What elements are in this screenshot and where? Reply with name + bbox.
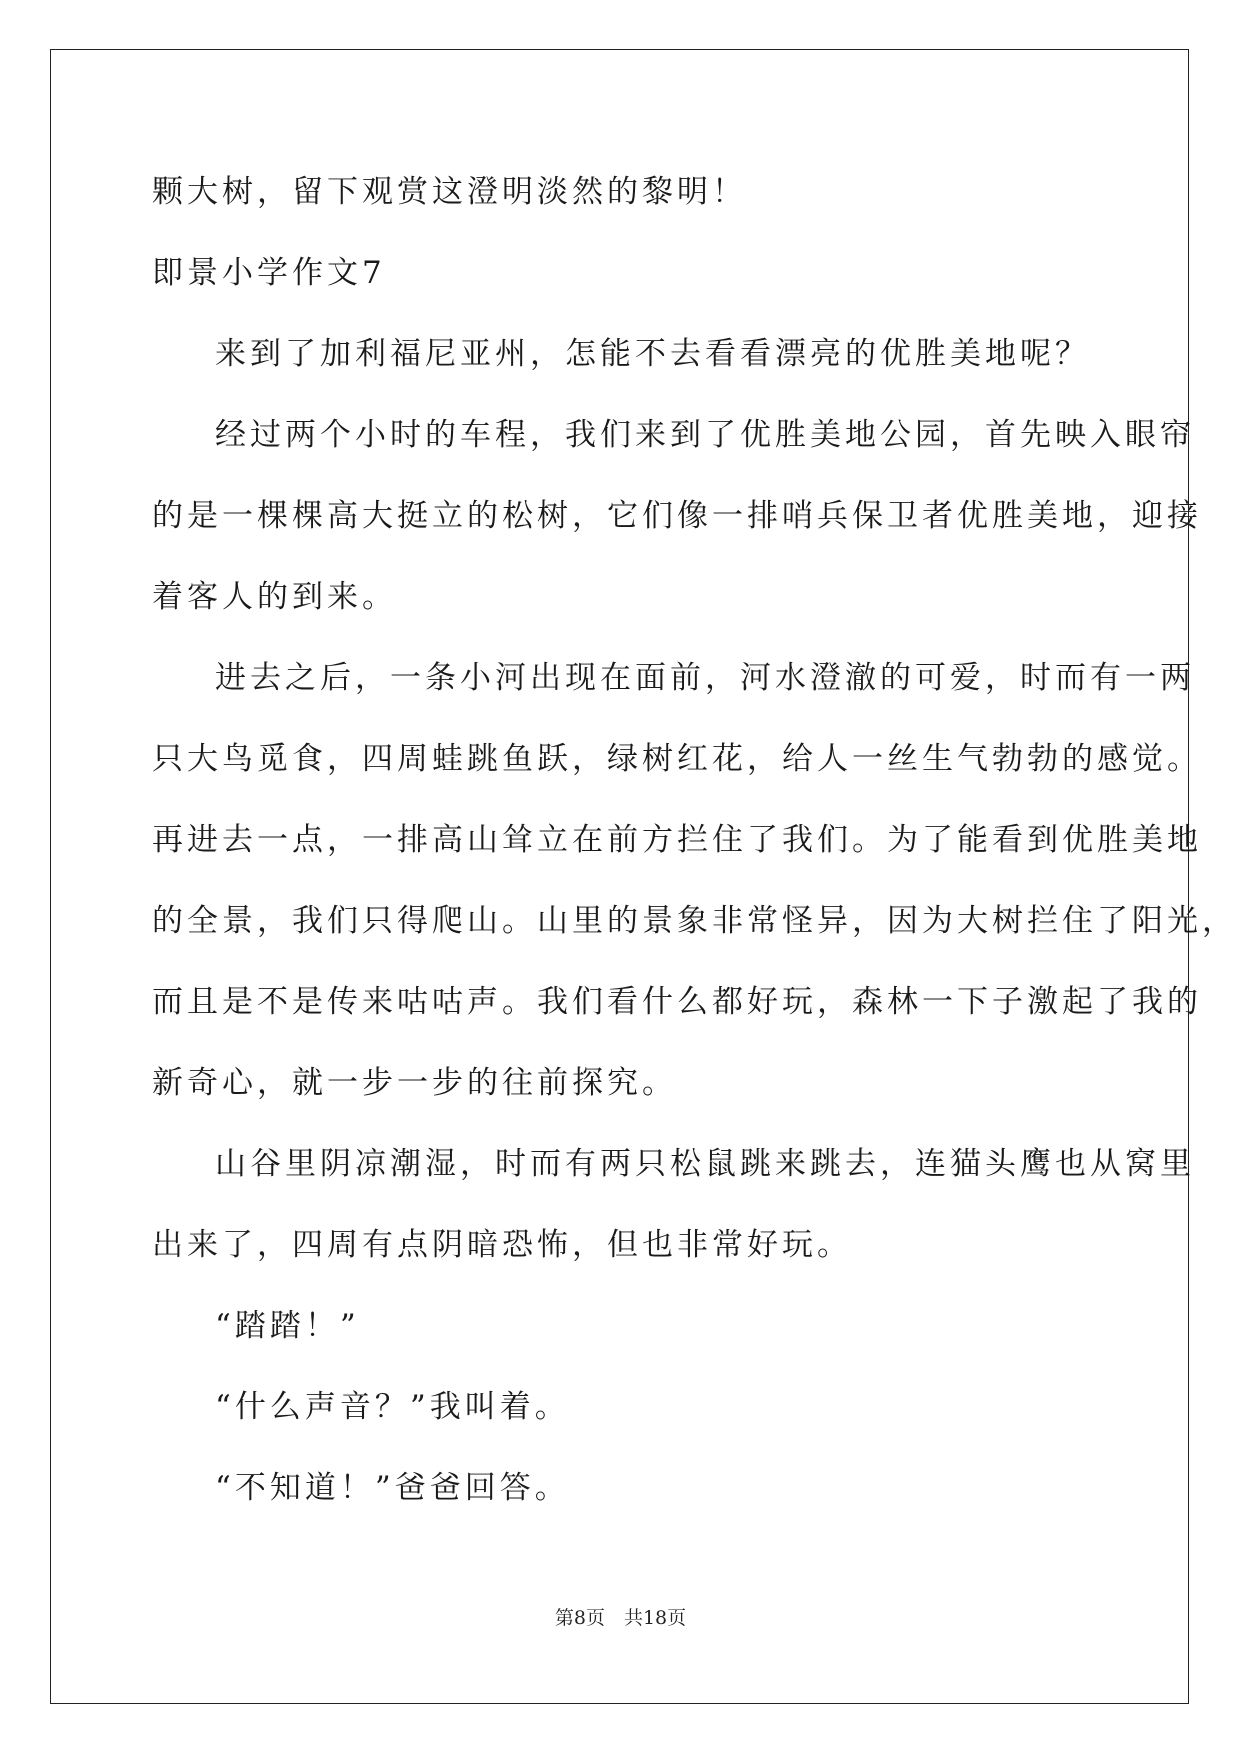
paragraph-line: 进去之后，一条小河出现在面前，河水澄澈的可爱，时而有一两	[215, 660, 1195, 696]
paragraph-line: 经过两个小时的车程，我们来到了优胜美地公园，首先映入眼帘	[215, 417, 1195, 453]
paragraph-line: 的全景，我们只得爬山。山里的景象非常怪异，因为大树拦住了阳光，	[152, 903, 1237, 939]
page-number-footer: 第8页 共18页	[554, 1607, 687, 1629]
dialogue-line: “不知道！”爸爸回答。	[215, 1470, 570, 1506]
dialogue-line: “什么声音？”我叫着。	[215, 1389, 570, 1425]
paragraph-line: 山谷里阴凉潮湿，时而有两只松鼠跳来跳去，连猫头鹰也从窝里	[215, 1146, 1195, 1182]
dialogue-line: “踏踏！”	[215, 1308, 360, 1344]
page-border	[50, 49, 1189, 1704]
paragraph-line: 只大鸟觅食，四周蛙跳鱼跃，绿树红花，给人一丝生气勃勃的感觉。	[152, 741, 1202, 777]
paragraph-line: 新奇心，就一步一步的往前探究。	[152, 1065, 677, 1101]
paragraph-line: 再进去一点，一排高山耸立在前方拦住了我们。为了能看到优胜美地	[152, 822, 1202, 858]
section-heading: 即景小学作文7	[152, 255, 386, 291]
paragraph-line: 出来了，四周有点阴暗恐怖，但也非常好玩。	[152, 1227, 852, 1263]
text-line-continuation: 颗大树，留下观赏这澄明淡然的黎明！	[152, 174, 747, 210]
paragraph-line: 的是一棵棵高大挺立的松树，它们像一排哨兵保卫者优胜美地，迎接	[152, 498, 1202, 534]
paragraph-line: 来到了加利福尼亚州，怎能不去看看漂亮的优胜美地呢？	[215, 336, 1090, 372]
paragraph-line: 着客人的到来。	[152, 579, 397, 615]
paragraph-line: 而且是不是传来咕咕声。我们看什么都好玩，森林一下子激起了我的	[152, 984, 1202, 1020]
